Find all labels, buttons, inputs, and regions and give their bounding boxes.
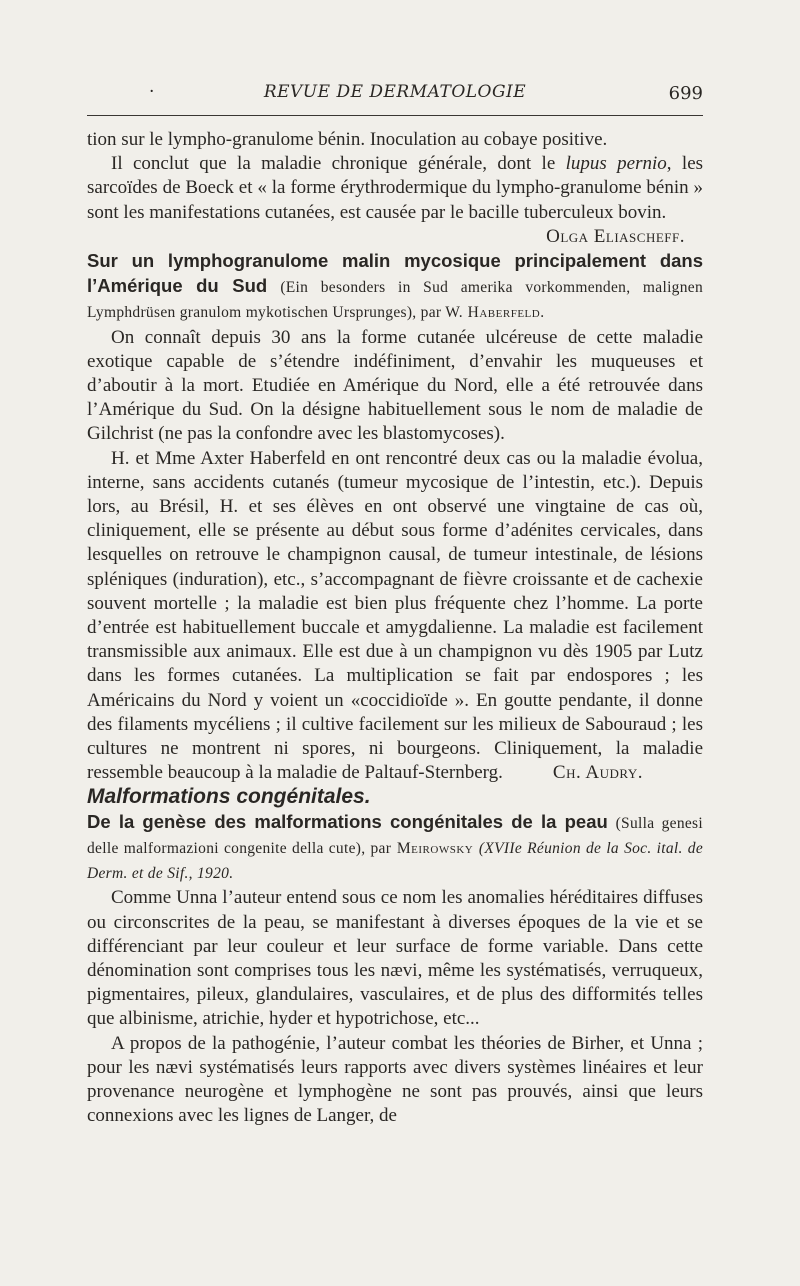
article-paragraph: On connaît depuis 30 ans la forme cutanée ulcéreuse de cette maladie exotique capable de s’étendre indéfiniment, d’envahir les muqueuses et d’aboutir à la mort. Etudiée en Amérique du Nord, elle a été retrouvée dans l’Amérique du Sud. On la désigne habituellement sous le nom de maladie de Gilchrist (ne pas la confondre avec les blastomycoses). (87, 326, 703, 445)
article-paragraph: Comme Unna l’auteur entend sous ce nom les anomalies héréditaires diffuses ou circonscrites de la peau, se manifestant à diverses époques de la vie et se différenciant par leur couleur et leur surface de forme variable. Dans cette dénomination sont comprises tous les nævi, même les systématisés, verruqueux, pigmentaires, pileux, glandulaires, vasculaires, et de plus des difformités telles que albinisme, atrichie, hyder et hypotrichose, etc... (87, 887, 703, 1030)
article-author: Meirowsky (396, 839, 474, 857)
header-divider (87, 115, 703, 116)
lupus-pernio-term: lupus pernio (565, 153, 667, 175)
section-heading: Malformations congénitales. (87, 785, 371, 809)
article-source: (XVIIe Réunion de la Soc. ital. de Derm. et de Sif., 1920. (87, 839, 704, 883)
article-subtitle: (Sulla genesi delle malformazioni congenite della cute), par (87, 814, 704, 857)
article-heading: Sur un lymphogranulome malin mycosique principalement dans l’Amérique du Sud (87, 250, 703, 297)
intro-continuation: tion sur le lympho-granulome bénin. Inoculation au cobaye positive. (87, 129, 608, 150)
article-paragraph-text: H. et Mme Axter Haberfeld en ont rencontré deux cas ou la maladie évolua, interne, sans accidents cutanés (tumeur mycosique de l’intestin, etc.). Depuis lors, au Brésil, H. et ses élèves en ont observé une vingtaine de cas où, cliniquement, elle se présente au début sous forme d’adénites cervicales, dans lesquelles on retrouve le champignon causal, de tumeur intestinale, de lésions spléniques (induration), etc., s’accompagnant de fièvre croissante et de cachexie souvent mortelle ; la maladie est bien plus fréquente chez l’homme. La porte d’entrée est habituellement buccale et amygdalienne. La maladie est facilement transmissible aux animaux. Elle est due à un champignon vu dès 1905 par Lutz dans les formes cutanées. La multiplication se fait par endospores ; les Américains du Nord y voient un «coccidioïde ». En goutte pendante, il donne des filaments mycéliens ; il cultive facilement sur les milieux de Sabouraud ; les cultures ne montrent ni spores, ni bourgeons. Cliniquement, la maladie ressemble beaucoup à la maladie de Paltauf-Sternberg. (87, 447, 703, 784)
article-paragraph: A propos de la pathogénie, l’auteur combat les théories de Birher, et Unna ; pour les nævi systématisés leurs rapports avec divers systèmes linéaires et leur provenance neurogène et lymphogène ne sont pas prouvés, ainsi que leurs connexions avec les lignes de Langer, de (87, 1032, 703, 1127)
article-title-lymphogranulome (87, 249, 703, 326)
intro-text-b: , les sarcoïdes de Boeck et « la forme érythrodermique du lympho-granulome bénin » sont les manifestations cutanées, est causée par le bacille tuberculeux bovin. (87, 153, 704, 223)
journal-title: REVUE DE DERMATOLOGIE (263, 82, 527, 102)
article-heading: De la genèse des malformations congénitales de la peau (87, 810, 608, 832)
page-body (87, 128, 703, 1128)
intro-paragraph (87, 152, 703, 225)
article-paragraph (87, 447, 703, 786)
header-dot: · (149, 82, 155, 102)
article-subtitle: (Ein besonders in Sud amerika vorkommenden, malignen Lymphdrüsen granulom mykotischen Ursprunges), par W. (87, 279, 703, 322)
running-header (87, 80, 703, 110)
signature-eliascheff: Olga Eliascheff. (546, 225, 685, 247)
intro-text-a: Il conclut que la maladie chronique générale, dont le (111, 153, 556, 175)
article-author: Haberfeld. (467, 304, 545, 322)
article-title-genese (87, 810, 703, 887)
signature-audry: Ch. Audry. (552, 762, 643, 784)
page-number: 699 (668, 83, 703, 104)
